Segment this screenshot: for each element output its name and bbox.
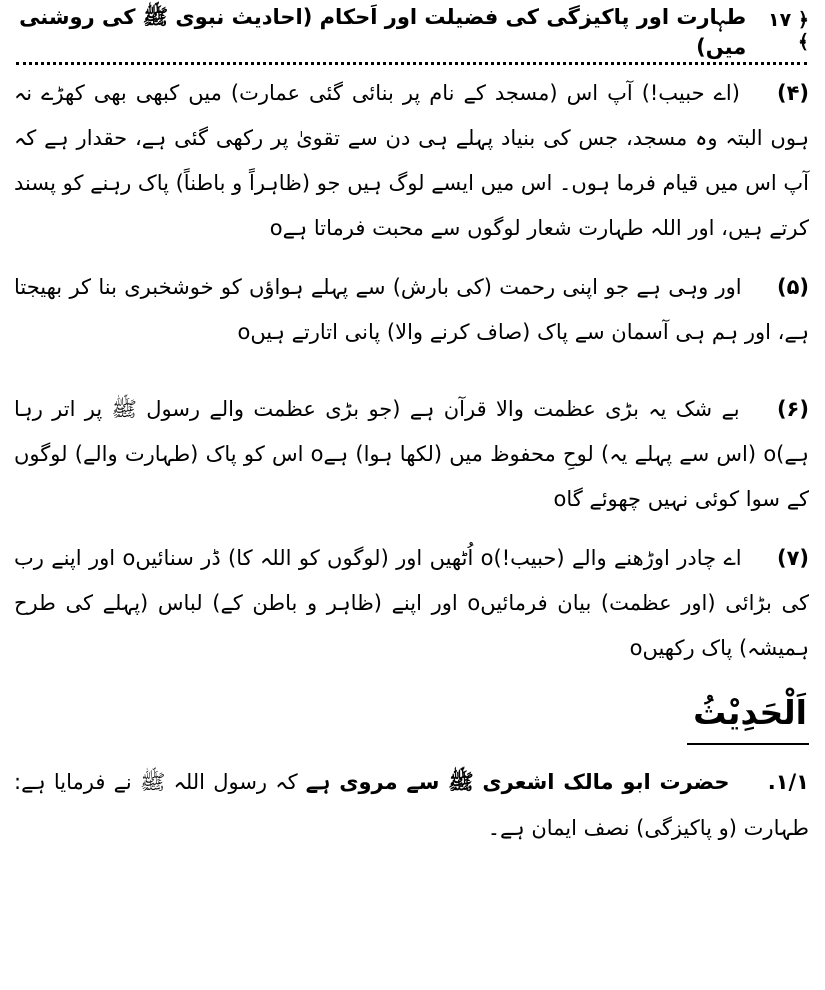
verse-paragraph	[14, 265, 809, 355]
hadith-paragraph	[14, 759, 809, 851]
header-divider	[16, 62, 807, 65]
verse-number: (۴)	[776, 81, 809, 105]
hadith-text: کہ رسول اللہ ﷺ نے فرمایا ہے: طہارت (و پاکیزگی) نصف ایمان ہے۔	[14, 770, 809, 840]
page-number: ﴿ ۱۷ ﴾	[768, 9, 809, 53]
verse-number: (۶)	[776, 397, 809, 421]
verse-number: (۵)	[776, 275, 809, 299]
verse-paragraph	[14, 536, 809, 671]
verse-paragraph	[14, 387, 809, 522]
header-title: طہارت اور پاکیزگی کی فضیلت اور اَحکام (احادیث نبوی ﷺ کی روشنی میں)	[19, 4, 747, 59]
verse-number: (۷)	[776, 546, 809, 570]
verse-text: بے شک یہ بڑی عظمت والا قرآن ہے (جو بڑی عظمت والے رسول ﷺ پر اتر رہا ہے)o (اس سے پہلے یہ) لوحِ محفوظ میں (لکھا ہوا) ہےo اس کو پاک (طہارت والے) لوگوں کے سوا کوئی نہیں چھوئے گاo	[14, 397, 809, 511]
hadith-reference: ۱/۱.	[767, 770, 809, 794]
section-heading	[14, 689, 809, 745]
verse-paragraph	[14, 71, 809, 251]
page-header	[14, 0, 809, 62]
verse-text: (اے حبیب!) آپ اس (مسجد کے نام پر بنائی گئی عمارت) میں کبھی بھی کھڑے نہ ہوں البتہ وہ مسجد، جس کی بنیاد پہلے ہی دن سے تقویٰ پر رکھی گئی ہے، حقدار ہے کہ آپ اس میں قیام فرما ہوں۔ اس میں ایسے لوگ ہیں جو (ظاہراً و باطناً) پاک رہنے کو پسند کرتے ہیں، اور اللہ طہارت شعار لوگوں سے محبت فرماتا ہےo	[14, 81, 809, 240]
verse-text: اور وہی ہے جو اپنی رحمت (کی بارش) سے پہلے ہواؤں کو خوشخبری بنا کر بھیجتا ہے، اور ہم ہی آسمان سے پاک (صاف کرنے والا) پانی اتارتے ہیںo	[14, 275, 809, 344]
verse-text: اے چادر اوڑھنے والے (حبیب!)o اُٹھیں اور (لوگوں کو اللہ کا) ڈر سنائیںo اور اپنے رب کی بڑائی (اور عظمت) بیان فرمائیںo اور اپنے (ظاہر و باطن کے) لباس (پہلے کی طرح ہمیشہ) پاک رکھیںo	[14, 546, 809, 660]
verses-section	[14, 71, 809, 671]
hadith-narrator: حضرت ابو مالک اشعری ﷺ سے مروی ہے	[305, 770, 730, 794]
section-title: اَلْحَدِيْثُ	[687, 689, 809, 745]
